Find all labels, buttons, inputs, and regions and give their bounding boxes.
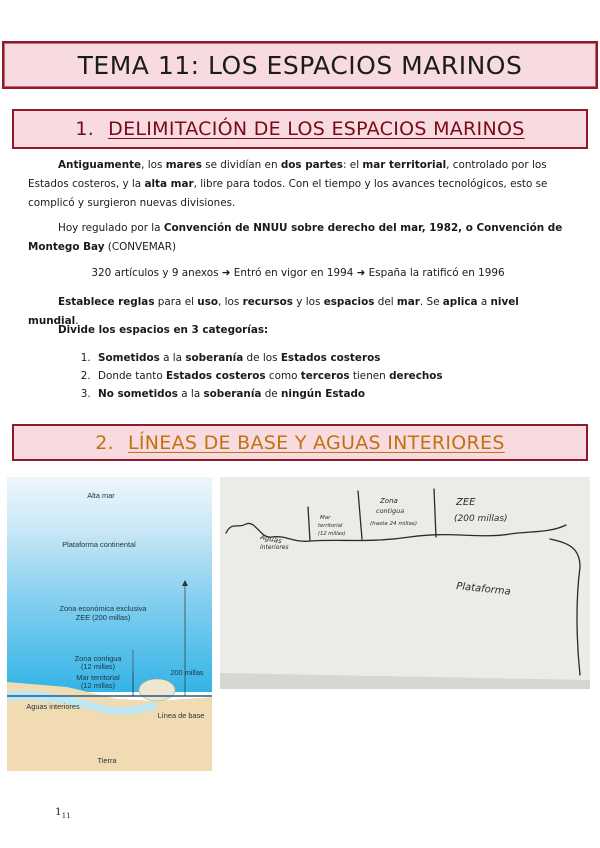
label-zee-2: ZEE (200 millas) bbox=[75, 613, 131, 622]
label-plataforma: Plataforma continental bbox=[62, 540, 136, 549]
wb-zona-1: Zona bbox=[380, 497, 398, 505]
wb-aguas-2: interiores bbox=[260, 544, 289, 551]
section-1-number: 1. bbox=[75, 118, 95, 140]
label-contigua-1: Zona contigua bbox=[74, 654, 122, 663]
text: , los bbox=[141, 159, 166, 171]
text-bold: mar territorial bbox=[362, 159, 447, 171]
text-bold: nivel mundial bbox=[28, 296, 519, 327]
paragraph-antiguamente bbox=[28, 156, 568, 213]
text-bold: mares bbox=[165, 159, 202, 171]
whiteboard-svg bbox=[220, 477, 590, 689]
title-banner bbox=[2, 41, 598, 89]
text-bold: mar bbox=[396, 296, 420, 308]
wb-zona-2: contigua bbox=[376, 507, 405, 515]
list-item: 1. Sometidos a la soberanía de los Estados costeros bbox=[94, 349, 600, 367]
label-linea-de-base: Línea de base bbox=[157, 711, 205, 720]
maritime-zones-diagram bbox=[7, 477, 212, 771]
label-territorial-1: Mar territorial bbox=[76, 673, 120, 682]
maritime-zones-svg bbox=[7, 477, 212, 771]
text: . bbox=[75, 315, 79, 327]
section-1-title: DELIMITACIÓN DE LOS ESPACIOS MARINOS bbox=[108, 118, 525, 140]
text: y los bbox=[292, 296, 324, 308]
page-number: $1_{11}$ bbox=[55, 806, 71, 821]
list-item: 3. No sometidos a la soberanía de ningún Estado bbox=[94, 385, 600, 403]
label-aguas-interiores: Aguas interiores bbox=[26, 702, 80, 711]
wb-mar-2: territorial bbox=[318, 523, 343, 529]
whiteboard-photo bbox=[220, 477, 590, 689]
island bbox=[139, 679, 175, 701]
text: . Se bbox=[419, 296, 443, 308]
text: : el bbox=[343, 159, 363, 171]
wb-zona-3: (hasta 24 millas) bbox=[370, 521, 418, 527]
label-tierra: Tierra bbox=[97, 756, 117, 765]
wb-zee-1: ZEE bbox=[456, 497, 476, 508]
text-bold: Antiguamente bbox=[58, 159, 142, 171]
label-zee-1: Zona económica exclusiva bbox=[59, 604, 147, 613]
text-bold: alta mar bbox=[144, 178, 194, 190]
text: se dividían en bbox=[201, 159, 281, 171]
section-1-banner bbox=[12, 109, 588, 149]
label-territorial-2: (12 millas) bbox=[80, 681, 116, 690]
text: a bbox=[477, 296, 491, 308]
text: , los bbox=[218, 296, 243, 308]
wb-mar-3: (12 millas) bbox=[318, 531, 346, 537]
wb-mar-1: Mar bbox=[320, 515, 331, 521]
label-200-millas: 200 millas bbox=[170, 668, 204, 677]
text-bold: aplica bbox=[442, 296, 478, 308]
categories-list bbox=[28, 349, 600, 403]
section-2-banner bbox=[12, 424, 588, 461]
paragraph-divide bbox=[28, 321, 568, 340]
label-contigua-2: (12 millas) bbox=[80, 662, 116, 671]
section-2-number: 2. bbox=[95, 431, 114, 454]
paragraph-convencion bbox=[28, 219, 568, 257]
text-bold: uso bbox=[197, 296, 219, 308]
label-alta-mar: Alta mar bbox=[87, 491, 115, 500]
text: del bbox=[374, 296, 397, 308]
list-item: 2. Donde tanto Estados costeros como terceros tienen derechos bbox=[94, 367, 600, 385]
text-bold: Divide los espacios en 3 categorías: bbox=[58, 324, 269, 336]
wb-plataforma: Plataforma bbox=[455, 581, 512, 598]
section-2-title: LÍNEAS DE BASE Y AGUAS INTERIORES bbox=[128, 431, 505, 454]
text: , libre para todos. Con el tiempo y los avances tecnológicos, esto se complicó y surgieron nuevas divisiones. bbox=[28, 178, 548, 209]
text-bold: recursos bbox=[242, 296, 293, 308]
text: , controlado por los Estados costeros, y la bbox=[28, 159, 547, 190]
text: Hoy regulado por la bbox=[58, 222, 164, 234]
text-bold: Establece reglas bbox=[58, 296, 155, 308]
text-bold: dos partes bbox=[280, 159, 343, 171]
wb-zee-2: (200 millas) bbox=[454, 514, 508, 524]
text-bold: Convención de NNUU sobre derecho del mar, 1982, o Convención de Montego Bay bbox=[28, 222, 563, 253]
text: para el bbox=[154, 296, 198, 308]
page-title: TEMA 11: LOS ESPACIOS MARINOS bbox=[77, 50, 523, 80]
whiteboard-surface bbox=[220, 477, 590, 689]
text: (CONVEMAR) bbox=[104, 241, 177, 253]
text-bold: espacios bbox=[323, 296, 375, 308]
wb-aguas-1: Aguas bbox=[259, 533, 283, 546]
paragraph-articulos: 320 artículos y 9 anexos ➜ Entró en vigor en 1994 ➜ España la ratificó en 1996 bbox=[91, 267, 505, 279]
